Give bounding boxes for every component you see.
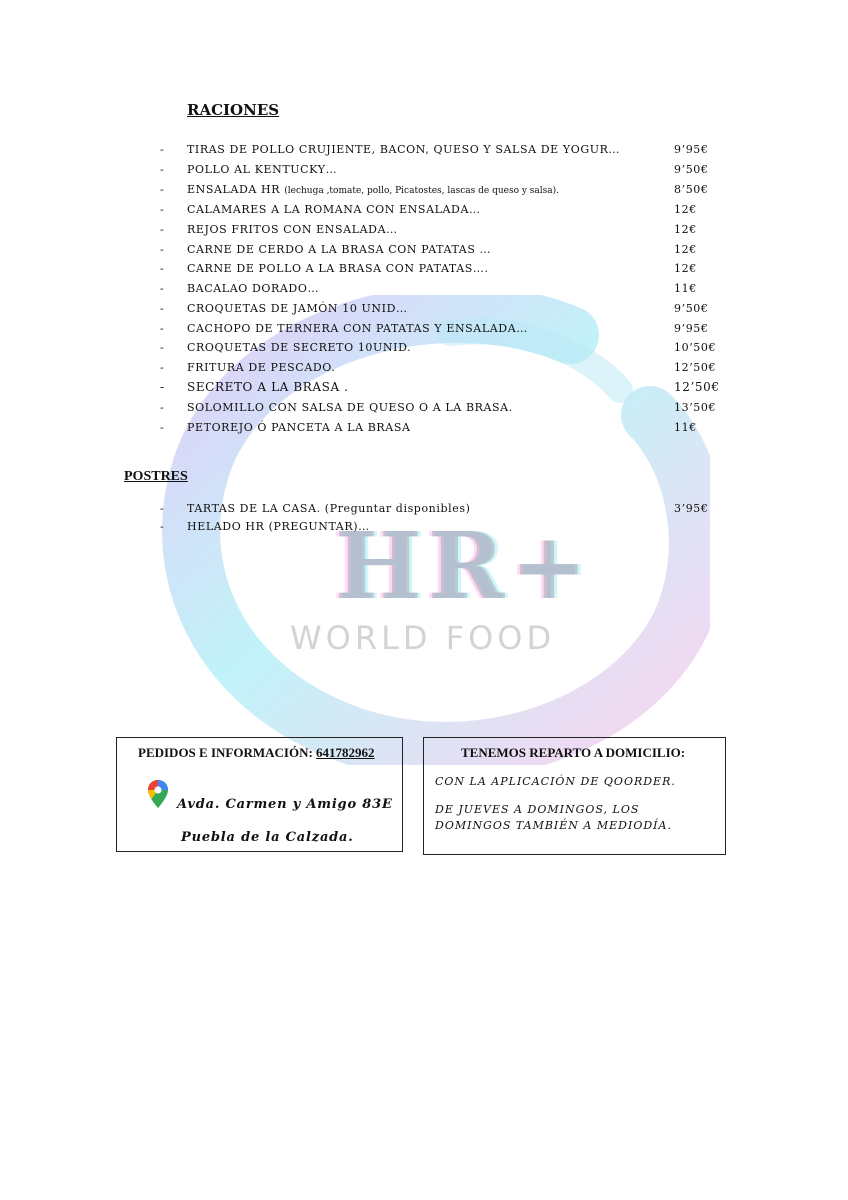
item-name: HELADO HR (PREGUNTAR)… bbox=[187, 520, 370, 533]
menu-item bbox=[160, 500, 720, 518]
item-name: BACALAO DORADO… bbox=[187, 282, 320, 295]
item-price: 3’95€ bbox=[674, 502, 709, 515]
menu-item bbox=[160, 399, 720, 417]
list-dash: - bbox=[160, 322, 165, 335]
item-name bbox=[187, 181, 559, 200]
contact-box bbox=[116, 737, 403, 852]
item-name: CARNE DE CERDO A LA BRASA CON PATATAS … bbox=[187, 243, 492, 256]
menu-item bbox=[160, 300, 720, 318]
delivery-app-note: CON LA APLICACIÓN DE QOORDER. bbox=[435, 775, 676, 788]
menu-item bbox=[160, 419, 720, 437]
map-pin-icon bbox=[147, 779, 169, 809]
item-name: CACHOPO DE TERNERA CON PATATAS Y ENSALADA… bbox=[187, 322, 528, 335]
logo-title: HR+ bbox=[335, 512, 594, 620]
item-price: 11€ bbox=[674, 282, 697, 295]
list-dash: - bbox=[160, 243, 165, 256]
menu-item bbox=[160, 518, 720, 536]
list-dash: - bbox=[160, 380, 165, 394]
list-dash: - bbox=[160, 421, 165, 434]
list-dash: - bbox=[160, 502, 165, 515]
list-dash: - bbox=[160, 302, 165, 315]
menu-item bbox=[160, 181, 720, 199]
list-dash: - bbox=[160, 183, 165, 196]
contact-heading bbox=[138, 746, 375, 759]
item-price: 8’50€ bbox=[674, 183, 709, 196]
logo-subtitle: WORLD FOOD bbox=[290, 619, 556, 657]
item-price: 12€ bbox=[674, 223, 697, 236]
menu-item bbox=[160, 320, 720, 338]
item-price: 9’50€ bbox=[674, 302, 709, 315]
list-dash: - bbox=[160, 341, 165, 354]
list-dash: - bbox=[160, 401, 165, 414]
menu-item bbox=[160, 141, 720, 159]
item-price: 10’50€ bbox=[674, 341, 717, 354]
item-name: POLLO AL KENTUCKY… bbox=[187, 163, 338, 176]
item-price: 9’95€ bbox=[674, 143, 709, 156]
item-name: CROQUETAS DE JAMÓN 10 UNID… bbox=[187, 302, 408, 315]
item-name: PETOREJO Ó PANCETA A LA BRASA bbox=[187, 421, 411, 434]
address-town: Puebla de la Calzada. bbox=[181, 830, 354, 845]
menu-item bbox=[160, 359, 720, 377]
item-name: REJOS FRITOS CON ENSALADA… bbox=[187, 223, 398, 236]
list-dash: - bbox=[160, 143, 165, 156]
menu-item bbox=[160, 201, 720, 219]
raciones-title: RACIONES bbox=[187, 101, 280, 119]
list-dash: - bbox=[160, 520, 165, 533]
item-name-main: ENSALADA HR bbox=[187, 183, 281, 196]
item-price: 12€ bbox=[674, 203, 697, 216]
item-price: 9’95€ bbox=[674, 322, 709, 335]
item-price: 9’50€ bbox=[674, 163, 709, 176]
item-price: 13’50€ bbox=[674, 401, 717, 414]
phone-number[interactable]: 641782962 bbox=[316, 745, 375, 760]
list-dash: - bbox=[160, 163, 165, 176]
contact-heading-label: PEDIDOS E INFORMACIÓN: bbox=[138, 745, 317, 760]
delivery-heading: TENEMOS REPARTO A DOMICILIO: bbox=[461, 745, 686, 760]
item-name: SOLOMILLO CON SALSA DE QUESO O A LA BRASA. bbox=[187, 401, 513, 414]
item-name: CALAMARES A LA ROMANA CON ENSALADA… bbox=[187, 203, 481, 216]
menu-item bbox=[160, 221, 720, 239]
item-name: CARNE DE POLLO A LA BRASA CON PATATAS…. bbox=[187, 262, 489, 275]
menu-item bbox=[160, 280, 720, 298]
item-name: TIRAS DE POLLO CRUJIENTE, BACON, QUESO Y SALSA DE YOGUR… bbox=[187, 143, 621, 156]
item-price: 12€ bbox=[674, 262, 697, 275]
item-name: FRITURA DE PESCADO. bbox=[187, 361, 336, 374]
menu-item bbox=[160, 161, 720, 179]
list-dash: - bbox=[160, 282, 165, 295]
list-dash: - bbox=[160, 203, 165, 216]
menu-item bbox=[160, 260, 720, 278]
list-dash: - bbox=[160, 361, 165, 374]
item-name: TARTAS DE LA CASA. (Preguntar disponibles) bbox=[187, 502, 471, 515]
menu-item bbox=[160, 241, 720, 259]
item-detail: (lechuga ,tomate, pollo, Picatostes, lascas de queso y salsa). bbox=[284, 186, 560, 196]
list-dash: - bbox=[160, 223, 165, 236]
delivery-box bbox=[423, 737, 726, 855]
menu-item bbox=[160, 339, 720, 357]
item-price: 12€ bbox=[674, 243, 697, 256]
address-street: Avda. Carmen y Amigo 83E bbox=[177, 797, 393, 812]
item-price: 12’50€ bbox=[674, 380, 720, 394]
item-name: CROQUETAS DE SECRETO 10UNID. bbox=[187, 341, 412, 354]
item-name: SECRETO A LA BRASA . bbox=[187, 380, 349, 394]
postres-title: POSTRES bbox=[124, 469, 188, 484]
list-dash: - bbox=[160, 262, 165, 275]
delivery-days-note: DE JUEVES A DOMINGOS, LOS DOMINGOS TAMBIÉN A MEDIODÍA. bbox=[435, 803, 672, 832]
item-price: 12’50€ bbox=[674, 361, 717, 374]
menu-item bbox=[160, 378, 720, 396]
item-price: 11€ bbox=[674, 421, 697, 434]
